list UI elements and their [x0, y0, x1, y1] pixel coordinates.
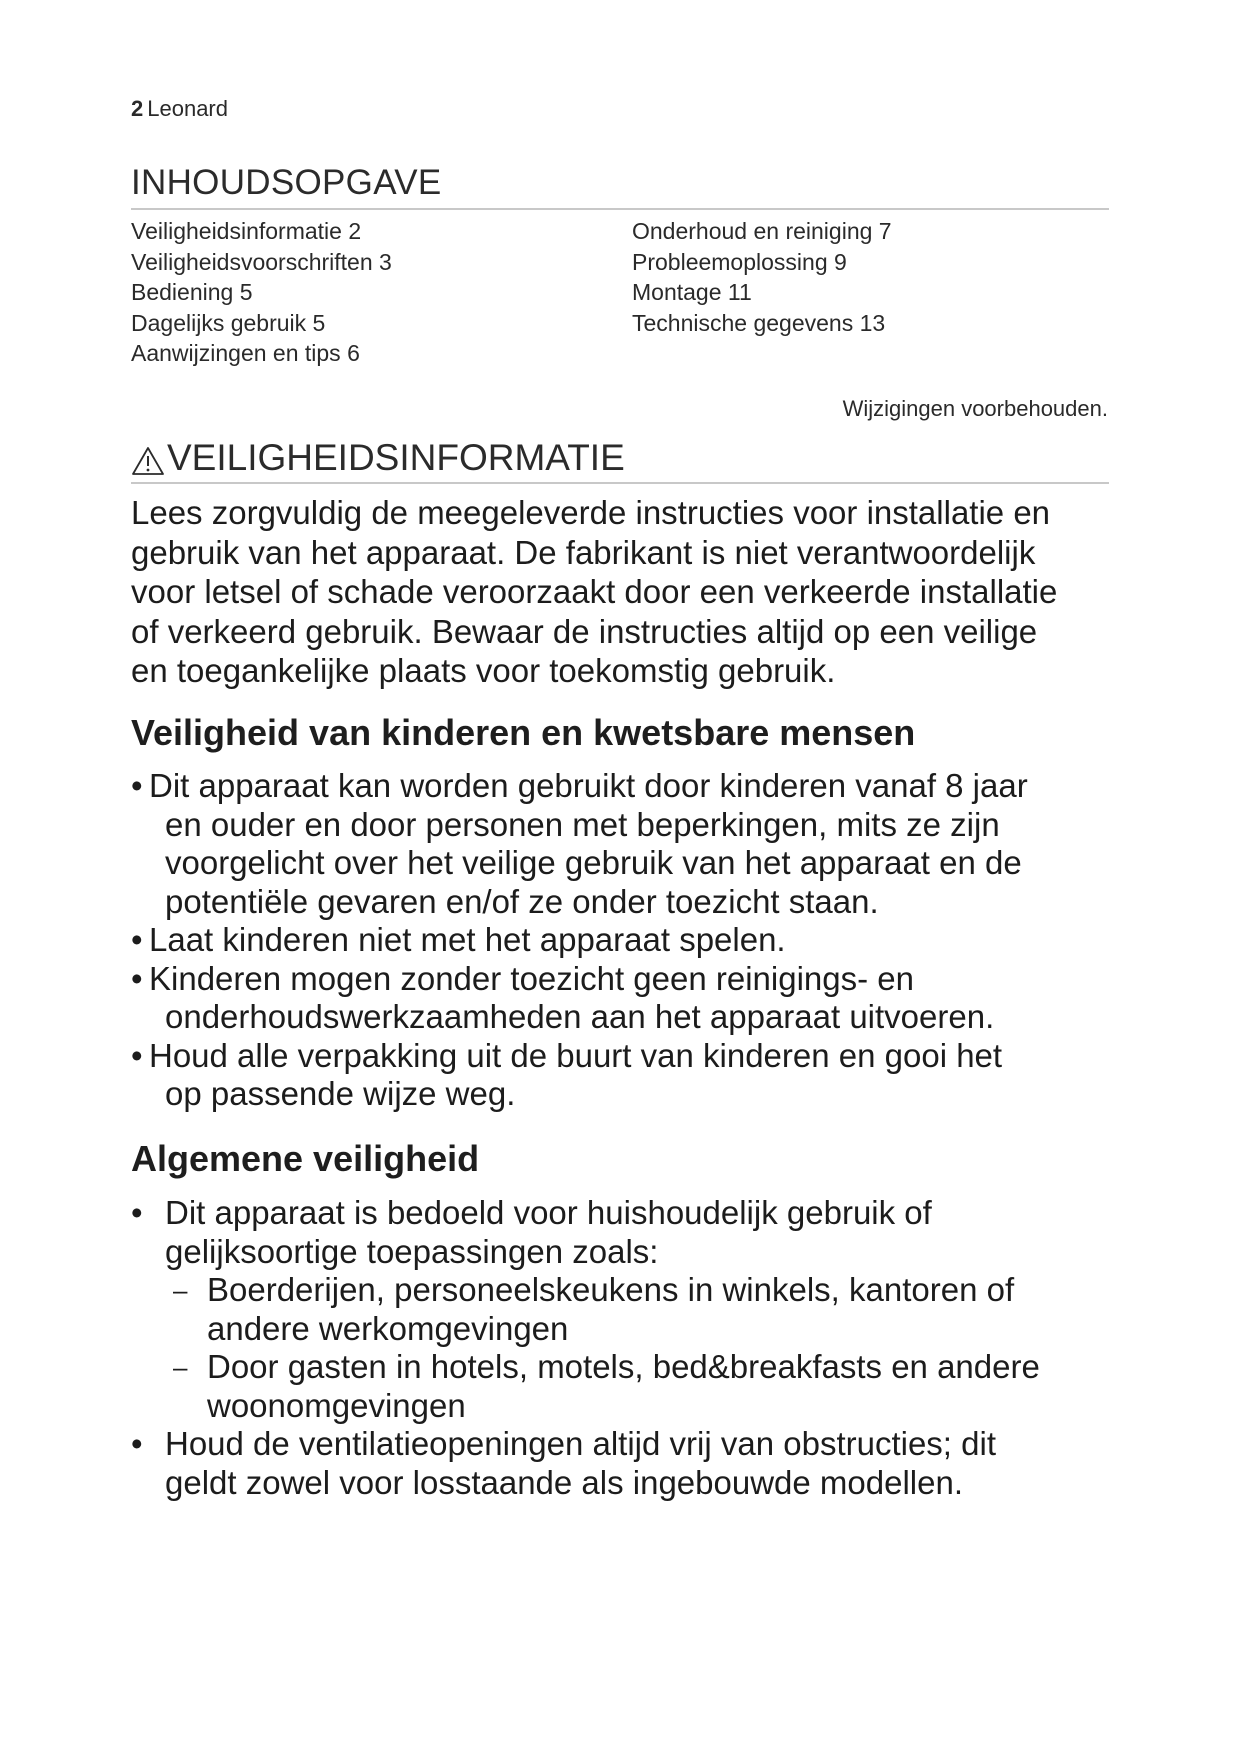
- list-item-line: Laat kinderen niet met het apparaat spelen.: [149, 921, 786, 958]
- sub-item-line: andere werkomgevingen: [207, 1309, 569, 1347]
- toc-entry[interactable]: Dagelijks gebruik 5: [131, 309, 326, 336]
- list-item-line: Dit apparaat kan worden gebruikt door kinderen vanaf 8 jaar: [149, 767, 1028, 804]
- toc-entry[interactable]: Probleemoplossing 9: [632, 248, 847, 275]
- dash: –: [173, 1352, 188, 1382]
- toc-left-column: [131, 216, 392, 369]
- toc-entry[interactable]: Bediening 5: [131, 279, 253, 305]
- list-item: [131, 1037, 1028, 1114]
- toc-entry[interactable]: Montage 11: [632, 279, 752, 305]
- sub-list-item: [165, 1348, 1040, 1425]
- intro-line: en toegankelijke plaats voor toekomstig gebruik.: [131, 652, 836, 689]
- list-item: [131, 960, 1028, 1037]
- list-item-line: geldt zowel voor losstaande als ingebouwde modellen.: [165, 1463, 964, 1501]
- sub-item-line: Boerderijen, personeelskeukens in winkels, kantoren of: [207, 1271, 1015, 1308]
- bullet: •: [131, 921, 143, 958]
- list-item-line: voorgelicht over het veilige gebruik van het apparaat en de: [165, 844, 1022, 881]
- bullet: •: [131, 1036, 143, 1074]
- list-item-line: Houd de ventilatieopeningen altijd vrij van obstructies; dit: [165, 1425, 996, 1462]
- safety-intro-paragraph: [131, 493, 1121, 691]
- safety-title-text: VEILIGHEIDSINFORMATIE: [167, 437, 625, 478]
- bullet: •: [131, 767, 143, 804]
- list-item-line: potentiële gevaren en/of ze onder toezicht staan.: [165, 882, 879, 920]
- safety-section-title: [131, 437, 625, 479]
- general-safety-list: [131, 1194, 1040, 1502]
- warning-triangle-icon: [131, 443, 165, 473]
- safety-divider: [131, 482, 1109, 484]
- bullet: •: [131, 1194, 143, 1231]
- dash: –: [173, 1275, 188, 1305]
- list-item-line: onderhoudswerkzaamheden aan het apparaat uitvoeren.: [165, 998, 995, 1035]
- intro-line: of verkeerd gebruik. Bewaar de instructies altijd op een veilige: [131, 612, 1038, 650]
- children-safety-list: [131, 767, 1028, 1114]
- list-item-line: en ouder en door personen met beperkingen, mits ze zijn: [165, 805, 1000, 843]
- list-item-line: gelijksoortige toepassingen zoals:: [165, 1232, 659, 1270]
- toc-title: INHOUDSOPGAVE: [131, 163, 442, 202]
- sub-item-line: Door gasten in hotels, motels, bed&breakfasts en andere: [207, 1348, 1040, 1385]
- list-item: [131, 921, 1028, 960]
- page-header: [131, 96, 228, 122]
- sub-item-line: woonomgevingen: [207, 1386, 466, 1424]
- sub-list-item: [165, 1271, 1040, 1348]
- intro-line: Lees zorgvuldig de meegeleverde instructies voor installatie en: [131, 494, 1051, 531]
- changes-reserved-note: Wijzigingen voorbehouden.: [842, 396, 1108, 421]
- toc-entry[interactable]: Technische gegevens 13: [632, 309, 886, 336]
- page-number: 2: [131, 96, 144, 121]
- list-item-line: op passende wijze weg.: [165, 1075, 516, 1112]
- intro-line: gebruik van het apparaat. De fabrikant is niet verantwoordelijk: [131, 533, 1036, 571]
- bullet: •: [131, 959, 143, 997]
- toc-right-column: [632, 216, 892, 338]
- toc-entry[interactable]: Onderhoud en reiniging 7: [632, 218, 892, 244]
- children-safety-heading: Veiligheid van kinderen en kwetsbare mensen: [131, 712, 916, 753]
- list-item: [131, 1425, 1040, 1502]
- toc-divider: [131, 208, 1109, 210]
- list-item: [131, 767, 1028, 921]
- list-item: [131, 1194, 1040, 1425]
- general-safety-heading: Algemene veiligheid: [131, 1138, 480, 1179]
- list-item-line: Houd alle verpakking uit de buurt van kinderen en gooi het: [149, 1036, 1003, 1074]
- bullet: •: [131, 1425, 143, 1462]
- toc-entry[interactable]: Veiligheidsvoorschriften 3: [131, 248, 392, 275]
- toc-entry[interactable]: Veiligheidsinformatie 2: [131, 218, 362, 244]
- brand-name: Leonard: [147, 96, 228, 121]
- toc-entry[interactable]: Aanwijzingen en tips 6: [131, 340, 360, 366]
- list-item-line: Kinderen mogen zonder toezicht geen reinigings- en: [149, 959, 914, 997]
- list-item-line: Dit apparaat is bedoeld voor huishoudelijk gebruik of: [165, 1194, 932, 1231]
- intro-line: voor letsel of schade veroorzaakt door een verkeerde installatie: [131, 573, 1058, 610]
